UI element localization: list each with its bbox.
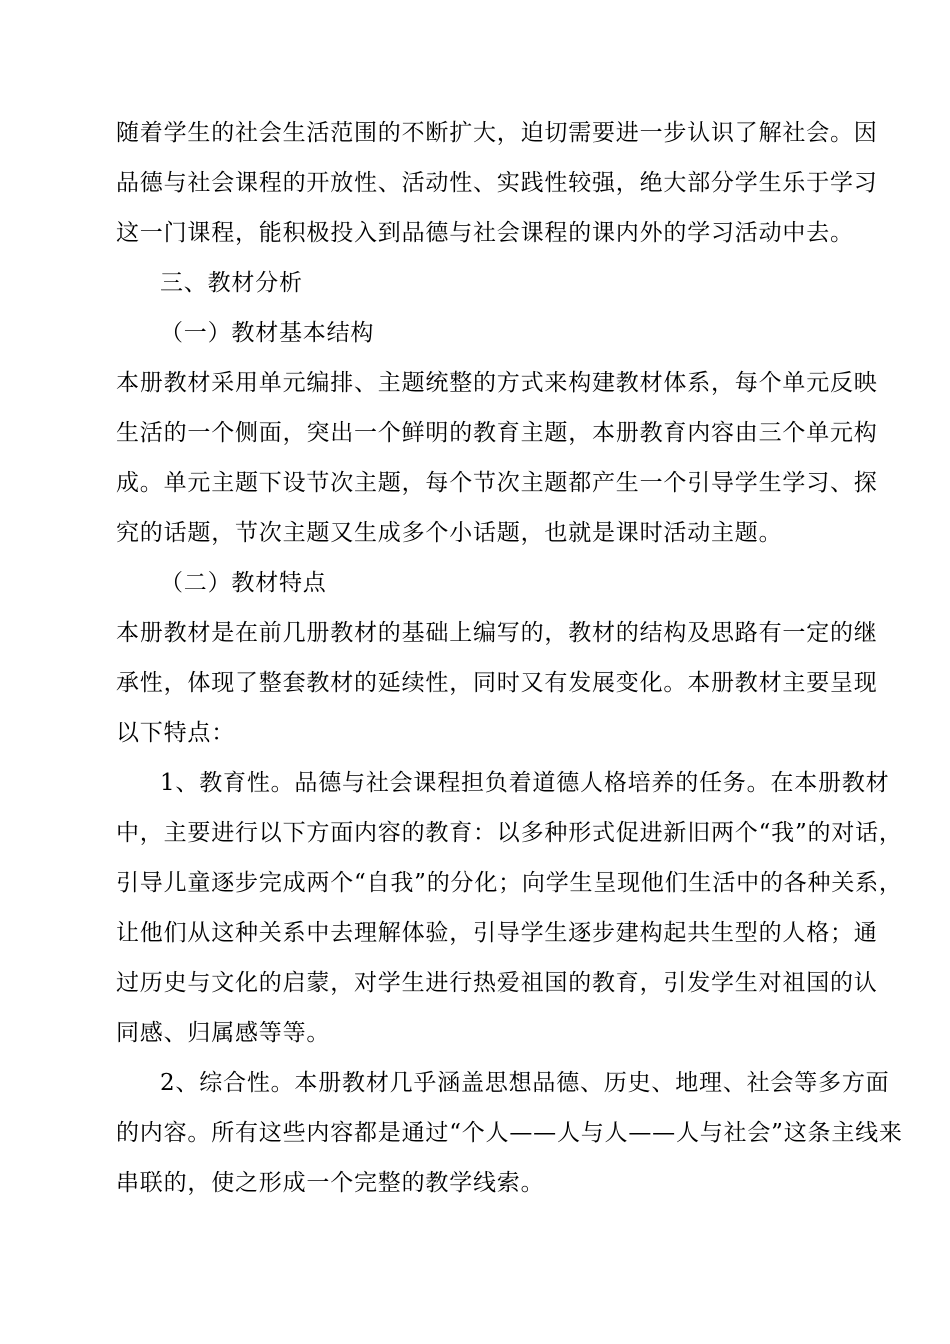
paragraph-line: 过历史与文化的启蒙，对学生进行热爱祖国的教育，引发学生对祖国的认	[116, 970, 878, 996]
paragraph-line: 以下特点：	[116, 720, 235, 746]
paragraph-line: 让他们从这种关系中去理解体验，引导学生逐步建构起共生型的人格；通	[116, 920, 878, 946]
paragraph-line: 同感、归属感等等。	[116, 1020, 331, 1046]
paragraph-line: 引导儿童逐步完成两个“自我”的分化；向学生呈现他们生活中的各种关系，	[116, 870, 903, 896]
section-heading: 三、教材分析	[160, 270, 303, 296]
subsection-heading: （二）教材特点	[160, 570, 327, 596]
paragraph-line: 品德与社会课程的开放性、活动性、实践性较强，绝大部分学生乐于学习	[116, 170, 878, 196]
paragraph-line: 随着学生的社会生活范围的不断扩大，迫切需要进一步认识了解社会。因	[116, 120, 878, 146]
subsection-heading: （一）教材基本结构	[160, 320, 375, 346]
paragraph-line: 本册教材是在前几册教材的基础上编写的，教材的结构及思路有一定的继	[116, 620, 878, 646]
paragraph-line: 究的话题，节次主题又生成多个小话题，也就是课时活动主题。	[116, 520, 783, 546]
paragraph-line: 生活的一个侧面，突出一个鲜明的教育主题，本册教育内容由三个单元构	[116, 420, 878, 446]
paragraph-line: 承性，体现了整套教材的延续性，同时又有发展变化。本册教材主要呈现	[116, 670, 878, 696]
paragraph-line: 2、综合性。本册教材几乎涵盖思想品德、历史、地理、社会等多方面	[160, 1070, 890, 1096]
paragraph-line: 本册教材采用单元编排、主题统整的方式来构建教材体系，每个单元反映	[116, 370, 878, 396]
paragraph-line: 串联的，使之形成一个完整的教学线索。	[116, 1170, 545, 1196]
paragraph-line: 的内容。所有这些内容都是通过“个人——人与人——人与社会”这条主线来	[116, 1120, 903, 1146]
paragraph-line: 这一门课程，能积极投入到品德与社会课程的课内外的学习活动中去。	[116, 220, 854, 246]
paragraph-line: 中，主要进行以下方面内容的教育：以多种形式促进新旧两个“我”的对话，	[116, 820, 903, 846]
paragraph-line: 1、教育性。品德与社会课程担负着道德人格培养的任务。在本册教材	[160, 770, 890, 796]
paragraph-line: 成。单元主题下设节次主题，每个节次主题都产生一个引导学生学习、探	[116, 470, 878, 496]
